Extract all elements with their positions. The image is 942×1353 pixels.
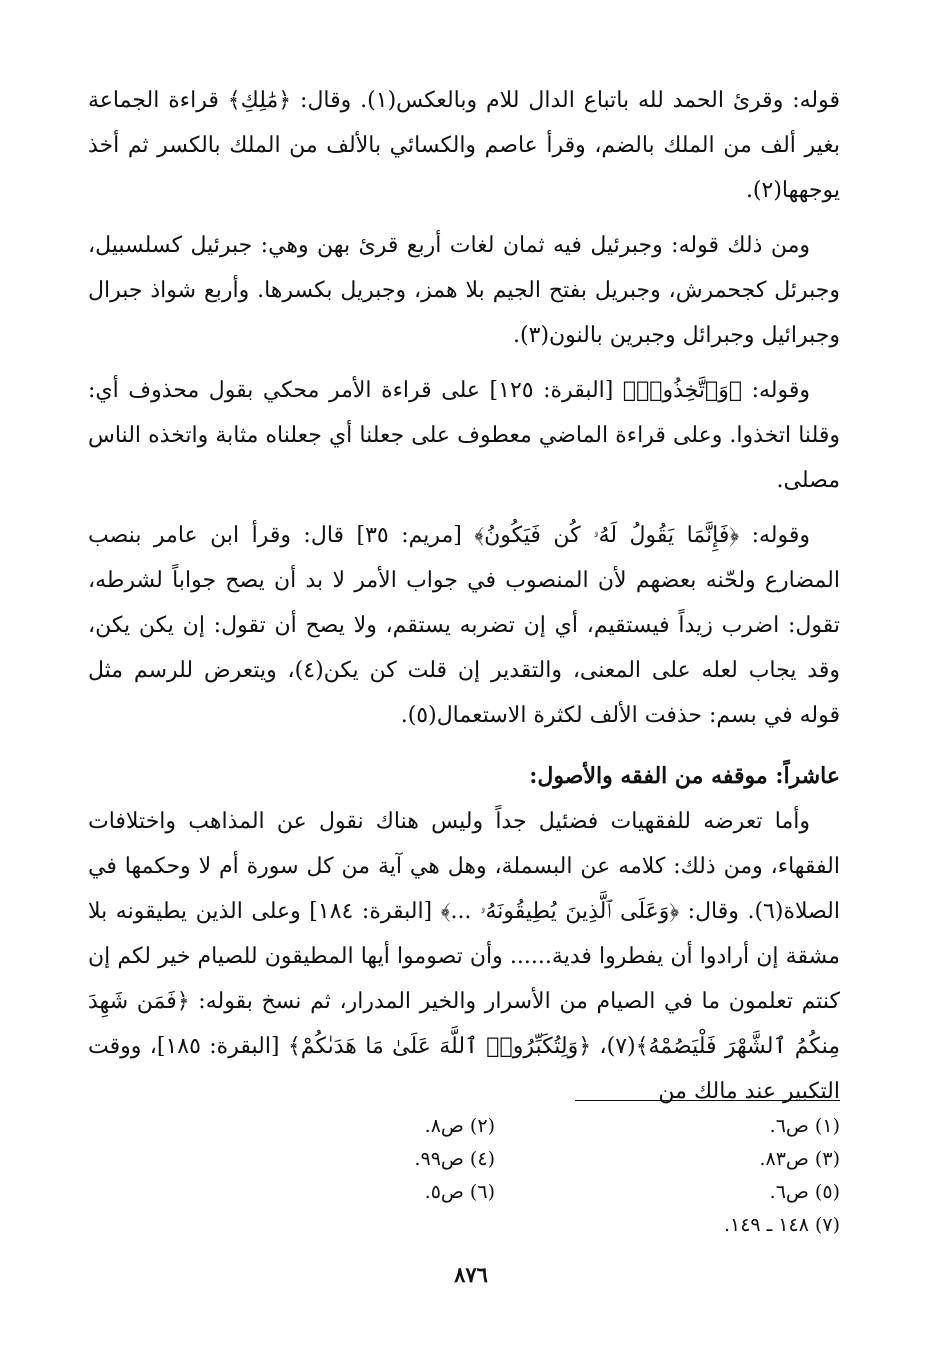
footnote-4: (٤) ص٩٩.: [414, 1148, 495, 1170]
paragraph-jibril-variants: ومن ذلك قوله: وجبرئيل فيه ثمان لغات أربع قرئ بهن وهي: جبرئيل كسلسبيل، وجبرئل كجحمرش، وجبريل بفتح الجيم بلا همز، وجبريل بكسرها. وأربع شواذ جبرال وجبرائيل وجبرائل وجبرين بالنون(٣).: [88, 233, 840, 348]
paragraph-kun-fayakun: وقوله: ﴿فَإِنَّمَا يَقُولُ لَهُۥ كُن فَيَكُونُ﴾ [مريم: ٣٥] قال: وقرأ ابن عامر بنصب المضارع ولحّنه بعضهم لأن المنصوب في جواب الأمر لا بد أن يصح جواباً لشرطه، تقول: اضرب زيداً فيستقيم، أي إن تضربه يستقم، ولا يصح أن تقول: إن يكن يكن، وقد يجاب لعله على المعنى، والتقدير إن قلت كن يكن(٤)، ويتعرض للرسم مثل قوله في بسم: حذفت الألف لكثرة الاستعمال(٥).: [88, 523, 840, 728]
footnote-2: (٢) ص٨.: [424, 1115, 495, 1137]
footnote-divider: [575, 1100, 840, 1101]
footnotes: [150, 1100, 840, 1241]
paragraph-fiqh: وأما تعرضه للفقهيات فضئيل جداً وليس هناك نقول عن المذاهب واختلافات الفقهاء، ومن ذلك: كلامه عن البسملة، وهل هي آية من كل سورة أم لا وحكمها في الصلاة(٦). وقال: ﴿وَعَلَى ٱلَّذِينَ يُطِيقُونَهُۥ ...﴾ [البقرة: ١٨٤] وعلى الذين يطيقونه بلا مشقة إن أرادوا أن يفطروا فدية...... وأن تصوموا أيها المطيقون للصيام خير لكم إن كنتم تعلمون ما في الصيام من الأسرار والخير المدرار، ثم نسخ بقوله: ﴿فَمَن شَهِدَ مِنكُمُ ٱلشَّهْرَ فَلْيَصُمْهُ﴾(٧)، ﴿وَلِتُكَبِّرُوا۟ ٱللَّهَ عَلَىٰ مَا هَدَىٰكُمْ﴾ [البقرة: ١٨٥]، ووقت التكبير عند مالك من: [88, 809, 840, 1104]
footnote-5: (٥) ص٦.: [769, 1181, 840, 1203]
page-number: ٨٧٦: [454, 1262, 488, 1287]
section-heading: عاشراً: موقفه من الفقه والأصول:: [529, 763, 840, 789]
footnote-3: (٣) ص٨٣.: [759, 1148, 840, 1170]
footnote-6: (٦) ص٥.: [424, 1181, 495, 1203]
paragraph-basmala-readings: قوله: وقرئ الحمد لله باتباع الدال للام وبالعكس(١). وقال: ﴿مَٰلِكِ﴾ قراءة الجماعة بغير ألف من الملك بالضم، وقرأ عاصم والكسائي بالألف من الملك بالكسر ثم أخذ يوجهها(٢).: [88, 88, 840, 203]
footnote-list: [150, 1111, 840, 1241]
footnote-7: (٧) ١٤٨ ـ ١٤٩.: [723, 1214, 840, 1236]
page-body: [88, 78, 840, 1116]
paragraph-ittakhidhu: وقوله: ﴿وَٱتَّخِذُوا۟﴾ [البقرة: ١٢٥] على قراءة الأمر محكي بقول محذوف أي: وقلنا اتخذوا. وعلى قراءة الماضي معطوف على جعلنا أي جعلناه مثابة واتخذه الناس مصلى.: [88, 378, 840, 493]
footnote-1: (١) ص٦.: [769, 1115, 840, 1137]
